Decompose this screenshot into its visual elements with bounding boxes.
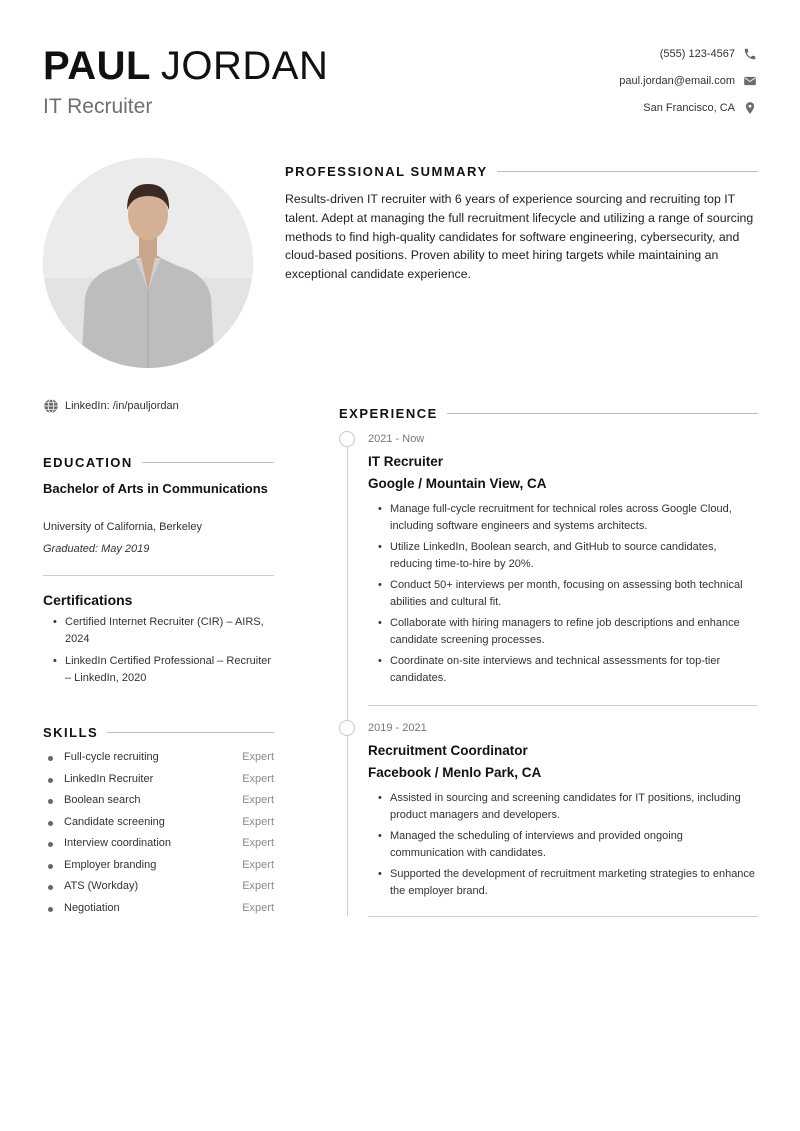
phone-text: (555) 123-4567 bbox=[659, 47, 735, 60]
skill-name: Candidate screening bbox=[64, 815, 165, 828]
job-bullets bbox=[368, 501, 758, 686]
timeline-marker bbox=[339, 720, 355, 736]
linkedin-text: LinkedIn: /in/pauljordan bbox=[65, 400, 179, 412]
map-pin-icon bbox=[743, 101, 757, 115]
skill-name: LinkedIn Recruiter bbox=[64, 772, 154, 785]
contact-location bbox=[619, 94, 757, 121]
job-bullet: • Collaborate with hiring managers to refine job descriptions and enhance candidate screening processes. bbox=[368, 615, 758, 648]
location-text: San Francisco, CA bbox=[643, 101, 735, 114]
skill-name: Employer branding bbox=[64, 858, 157, 871]
skill-row bbox=[43, 815, 274, 837]
skill-name: Boolean search bbox=[64, 794, 141, 806]
bullet-dot bbox=[48, 799, 53, 804]
bullet-dot bbox=[48, 885, 53, 890]
skill-level: Expert bbox=[242, 880, 274, 892]
skill-row bbox=[43, 879, 274, 901]
certifications-heading: Certifications bbox=[43, 592, 133, 608]
experience-heading-text: EXPERIENCE bbox=[339, 406, 438, 421]
email-text: paul.jordan@email.com bbox=[619, 74, 735, 87]
skill-name: Interview coordination bbox=[64, 837, 172, 849]
education-heading bbox=[43, 455, 274, 470]
skill-row bbox=[43, 901, 274, 923]
job-dates: 2019 - 2021 bbox=[368, 722, 427, 734]
contact-phone[interactable] bbox=[619, 40, 757, 67]
globe-icon bbox=[43, 398, 65, 414]
job-bullet: • Coordinate on-site interviews and technical assessments for top-tier candidates. bbox=[368, 653, 758, 686]
skill-level: Expert bbox=[242, 837, 274, 849]
linkedin-link[interactable] bbox=[43, 398, 179, 414]
certification-item: • LinkedIn Certified Professional – Recruiter – LinkedIn, 2020 bbox=[53, 653, 275, 686]
education-heading-text: EDUCATION bbox=[43, 455, 133, 470]
timeline-marker bbox=[339, 431, 355, 447]
bullet-dot bbox=[48, 907, 53, 912]
education-degree: Bachelor of Arts in Communications bbox=[43, 481, 268, 496]
job-bullet: • Conduct 50+ interviews per month, focusing on assessing both technical abilities and cultural fit. bbox=[368, 577, 758, 610]
skill-level: Expert bbox=[242, 858, 274, 871]
job-role: Recruitment Coordinator bbox=[368, 743, 528, 758]
contact-block bbox=[619, 40, 757, 121]
bullet-dot bbox=[48, 842, 53, 847]
skill-level: Expert bbox=[242, 751, 274, 763]
skill-row bbox=[43, 750, 274, 772]
experience-heading bbox=[339, 406, 758, 421]
job-divider bbox=[368, 916, 758, 917]
skills-heading-text: SKILLS bbox=[43, 725, 99, 740]
job-bullet: • Manage full-cycle recruitment for technical roles across Google Cloud, including software engineers and systems architects. bbox=[368, 501, 758, 534]
skill-name: Full-cycle recruiting bbox=[64, 751, 159, 763]
job-divider bbox=[368, 705, 758, 706]
skill-row bbox=[43, 772, 274, 794]
education-divider bbox=[43, 575, 274, 576]
candidate-name bbox=[43, 44, 328, 88]
timeline-line bbox=[347, 446, 348, 916]
skill-row bbox=[43, 836, 274, 858]
contact-email[interactable] bbox=[619, 67, 757, 94]
job-entry bbox=[368, 432, 758, 691]
job-bullet: • Managed the scheduling of interviews and provided ongoing communication with candidates. bbox=[368, 828, 758, 861]
bullet-dot bbox=[48, 756, 53, 761]
first-name: PAUL bbox=[43, 44, 151, 88]
summary-heading-rule bbox=[497, 171, 758, 172]
skill-name: Negotiation bbox=[64, 901, 120, 914]
job-bullet: • Assisted in sourcing and screening candidates for IT positions, including product managers and developers. bbox=[368, 790, 758, 823]
skills-list bbox=[43, 750, 274, 922]
skill-row bbox=[43, 793, 274, 815]
bullet-dot bbox=[48, 778, 53, 783]
skill-level: Expert bbox=[242, 815, 274, 828]
job-company: Google / Mountain View, CA bbox=[368, 476, 547, 491]
profile-photo bbox=[43, 158, 253, 368]
education-graduated: Graduated: May 2019 bbox=[43, 543, 150, 555]
job-role: IT Recruiter bbox=[368, 454, 444, 469]
job-title: IT Recruiter bbox=[43, 95, 153, 118]
bullet-dot bbox=[48, 821, 53, 826]
summary-text: Results-driven IT recruiter with 6 years of experience sourcing and recruiting top IT talent. Adept at managing the full recruitment lifecycle and utilizing a range of sourcing methods to find high-quality candidates for software engineering, cybersecurity, and cloud-based positions. Proven ability to meet hiring targets while maintaining an exceptional candidate experience. bbox=[285, 192, 754, 282]
skills-heading bbox=[43, 725, 274, 740]
skill-name: ATS (Workday) bbox=[64, 880, 139, 892]
phone-icon bbox=[743, 47, 757, 61]
last-name: JORDAN bbox=[160, 44, 329, 88]
job-entry bbox=[368, 721, 758, 904]
skill-row bbox=[43, 858, 274, 880]
job-bullets bbox=[368, 790, 758, 899]
job-dates: 2021 - Now bbox=[368, 433, 425, 445]
skills-heading-rule bbox=[107, 732, 274, 733]
education-heading-rule bbox=[142, 462, 274, 463]
education-school: University of California, Berkeley bbox=[43, 521, 202, 533]
experience-heading-rule bbox=[447, 413, 758, 414]
job-bullet: • Supported the development of recruitment marketing strategies to enhance the employer brand. bbox=[368, 866, 758, 899]
envelope-icon bbox=[743, 74, 757, 88]
skill-level: Expert bbox=[242, 794, 274, 806]
skill-level: Expert bbox=[242, 901, 274, 914]
job-bullet: • Utilize LinkedIn, Boolean search, and GitHub to source candidates, reducing time-to-hire by 20%. bbox=[368, 539, 758, 572]
summary-heading-text: PROFESSIONAL SUMMARY bbox=[285, 164, 488, 179]
certification-item: • Certified Internet Recruiter (CIR) – AIRS, 2024 bbox=[53, 614, 275, 647]
bullet-dot bbox=[48, 864, 53, 869]
summary-heading bbox=[285, 164, 758, 179]
job-company: Facebook / Menlo Park, CA bbox=[368, 765, 542, 780]
skill-level: Expert bbox=[242, 772, 274, 785]
certifications-list bbox=[53, 614, 275, 692]
